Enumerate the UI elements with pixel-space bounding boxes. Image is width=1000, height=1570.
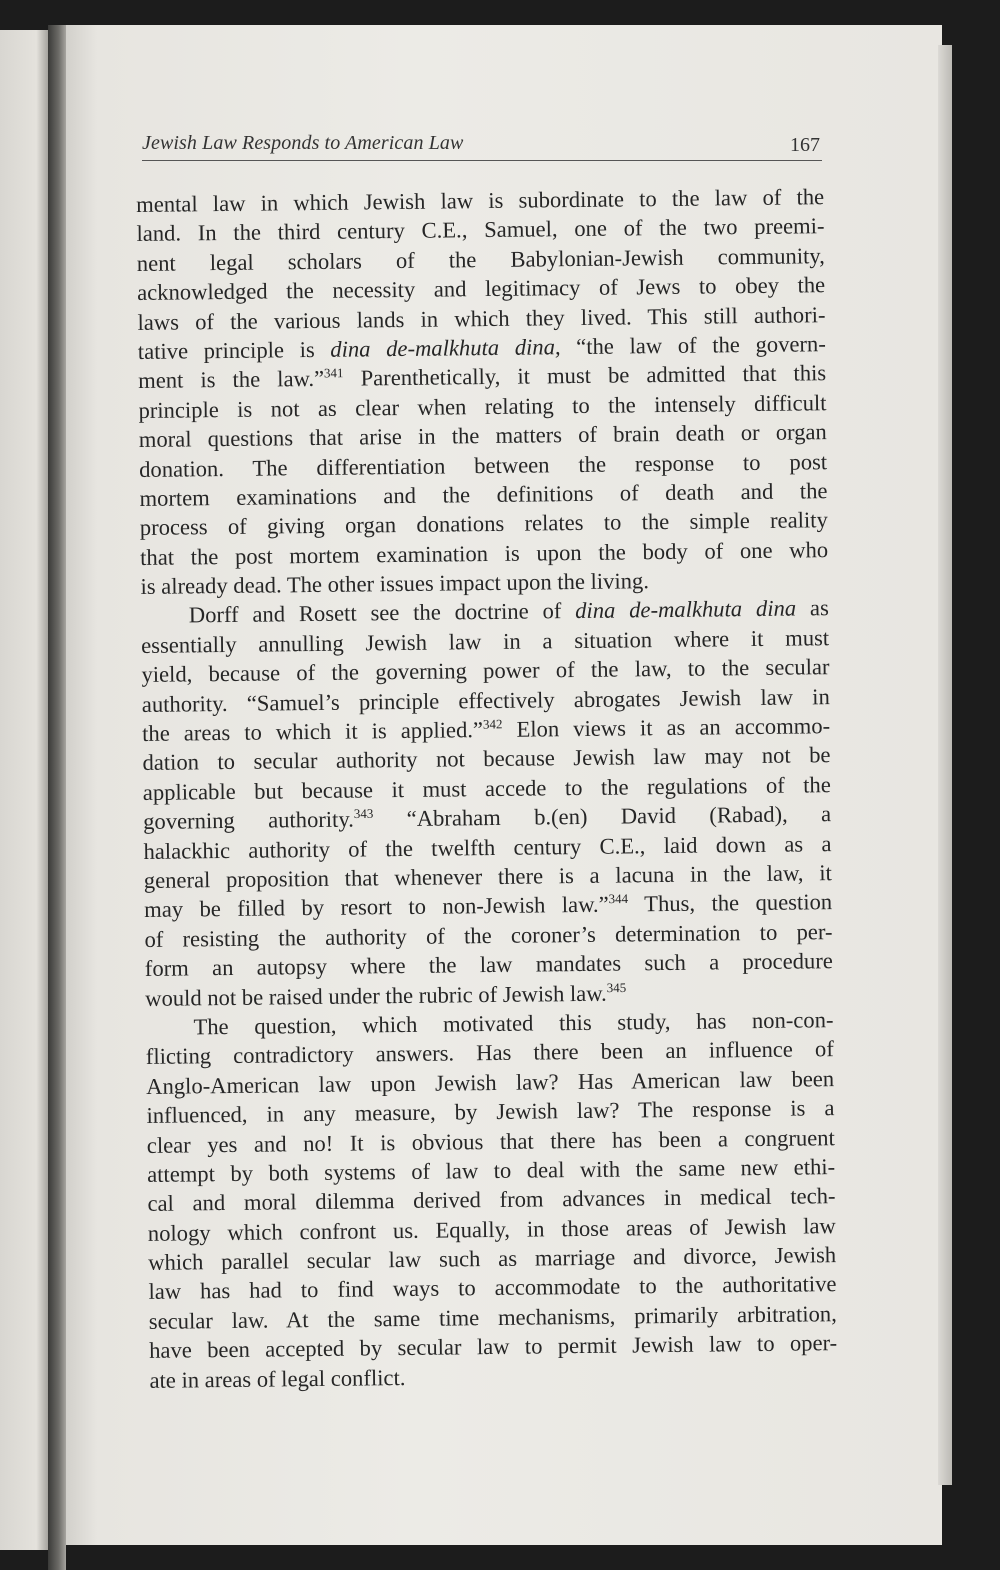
running-header [142,128,822,161]
text-run: influenced, in any measure, by Jewish law? The response is a [146,1095,835,1129]
text-run: Parenthetically, it must be admitted that this [343,360,827,392]
text-run: mortem examinations and the definitions of death and the [139,478,828,511]
text-run: cal and moral dilemma derived from advances in medical tech- [147,1183,836,1217]
text-run: of resisting the authority of the coroner’s determination to per- [144,918,833,952]
text-run: yield, because of the governing power of the law, to the secular [141,654,830,688]
text-run: flicting contradictory answers. Has there been an influence of [145,1036,834,1070]
text-run: essentially annulling Jewish law in a situation where it must [141,625,830,658]
facing-page-edge [0,30,52,1550]
text-run: may be filled by resort to non-Jewish law.” [144,892,609,923]
footnote-ref: 341 [323,365,344,381]
text-run: as [795,595,829,622]
italic-term: dina de-malkhuta dina [575,596,797,624]
text-run: ate in areas of legal conflict. [149,1364,406,1393]
footnote-ref: 345 [606,979,627,995]
text-run: ment is the law.” [138,366,325,394]
text-run: have been accepted by secular law to permit Jewish law to oper- [149,1330,838,1364]
text-run: clear yes and no! It is obvious that there has been a congruent [146,1124,835,1158]
text-run: nent legal scholars of the Babylonian-Jewish community, [136,242,825,276]
text-run: secular law. At the same time mechanisms, primarily arbitration, [148,1300,837,1334]
text-run: Dorff and Rosett see the doctrine of [188,598,576,628]
italic-term: dina de-malkhuta dina, [330,334,561,362]
text-run: mental law in which Jewish law is subordinate to the law of the [136,184,825,217]
text-run: governing authority. [143,806,355,835]
text-run: Elon views it as an accommo- [502,713,831,742]
text-run: “the law of the govern- [560,331,826,360]
text-run: halackhic authority of the twelfth century C.E., laid down as a [143,830,832,864]
footnote-ref: 344 [608,891,629,907]
text-run: principle is not as clear when relating to the intensely difficult [138,389,827,423]
text-run: which parallel secular law such as marriage and divorce, Jewish [148,1242,837,1275]
text-run: authority. “Samuel’s principle effectively abrogates Jewish law in [141,683,830,717]
text-run: the areas to which it is applied.” [142,717,484,746]
text-run: land. In the third century C.E., Samuel, one of the two preemi- [136,213,825,247]
text-run: tative principle is [137,336,331,364]
text-run: form an autopsy where the law mandates such a procedure [144,948,833,982]
text-run: attempt by both systems of law to deal with the same new ethi- [147,1154,836,1187]
text-run: acknowledged the necessity and legitimacy of Jews to obey the [137,272,826,306]
text-run: donation. The differentiation between the response to post [139,448,828,482]
page-number: 167 [790,134,820,156]
text-run: Anglo-American law upon Jewish law? Has American law been [146,1065,835,1099]
body-text [136,182,838,1395]
footnote-ref: 343 [353,806,374,822]
book-gutter [48,25,66,1570]
footnote-ref: 342 [482,716,503,732]
text-run: law has had to find ways to accommodate to the authoritative [148,1271,837,1305]
text-run: Thus, the question [628,889,833,917]
text-run: would not be raised under the rubric of Jewish law. [145,980,607,1011]
text-run: moral questions that arise in the matters of brain death or organ [138,419,827,453]
text-run: applicable but because it must accede to the regulations of the [142,771,831,805]
running-title: Jewish Law Responds to American Law [142,132,464,154]
text-run: dation to secular authority not because Jewish law may not be [142,742,831,776]
page-stack-edge [938,45,952,1485]
text-run: “Abraham b.(en) David (Rabad), a [373,801,832,832]
text-run: general proposition that whenever there is a lacuna in the law, it [143,860,832,893]
text-run: process of giving organ donations relates to the simple reality [139,507,828,541]
text-run: that the post mortem examination is upon the body of one who [140,536,829,570]
text-run: laws of the various lands in which they lived. This still authori- [137,301,826,335]
text-run: nology which confront us. Equally, in those areas of Jewish law [147,1212,836,1246]
text-run: is already dead. The other issues impact upon the living. [140,568,650,600]
text-run: The question, which motivated this study, has non-con- [193,1007,834,1040]
